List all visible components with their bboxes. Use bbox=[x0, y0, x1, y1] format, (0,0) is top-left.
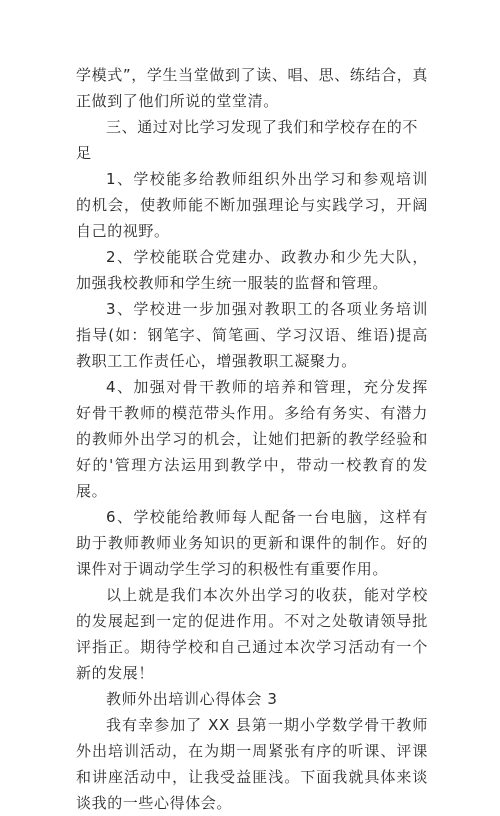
list-item-2: 2、学校能联合党建办、政教办和少先大队，加强我校教师和学生统一服装的监督和管理。 bbox=[76, 248, 428, 292]
list-item-1: 1、学校能多给教师组织外出学习和参观培训的机会，使教师能不断加强理论与实践学习，开阔自己的视野。 bbox=[76, 170, 428, 240]
article-title: 教师外出培训心得体会 3 bbox=[106, 690, 278, 708]
list-item-4: 4、加强对骨干教师的培养和管理，充分发挥好骨干教师的模范带头作用。多给有务实、有潜力的教师外出学习的机会，让她们把新的教学经验和好的'管理方法运用到教学中，带动一校教育的发展。 bbox=[76, 378, 428, 500]
document-body bbox=[76, 62, 428, 816]
paragraph-continuation: 学模式”，学生当堂做到了读、唱、思、练结合，真正做到了他们所说的堂堂清。 bbox=[76, 66, 428, 110]
section-heading: 三、通过对比学习发现了我们和学校存在的不足 bbox=[76, 118, 419, 162]
intro-paragraph: 我有幸参加了 XX 县第一期小学数学骨干教师外出培训活动，在为期一周紧张有序的听课、评课和讲座活动中，让我受益匪浅。下面我就具体来谈谈我的一些心得体会。 bbox=[76, 716, 428, 812]
list-item-6: 6、学校能给教师每人配备一台电脑，这样有助于教师教师业务知识的更新和课件的制作。好的课件对于调动学生学习的积极性有重要作用。 bbox=[76, 508, 428, 578]
list-item-3: 3、学校进一步加强对教职工的各项业务培训指导(如：钢笔字、简笔画、学习汉语、维语)提高教职工工作责任心，增强教职工凝聚力。 bbox=[76, 300, 428, 370]
conclusion-paragraph: 以上就是我们本次外出学习的收获，能对学校的发展起到一定的促进作用。不对之处敬请领导批评指正。期待学校和自己通过本次学习活动有一个新的发展！ bbox=[76, 586, 428, 682]
